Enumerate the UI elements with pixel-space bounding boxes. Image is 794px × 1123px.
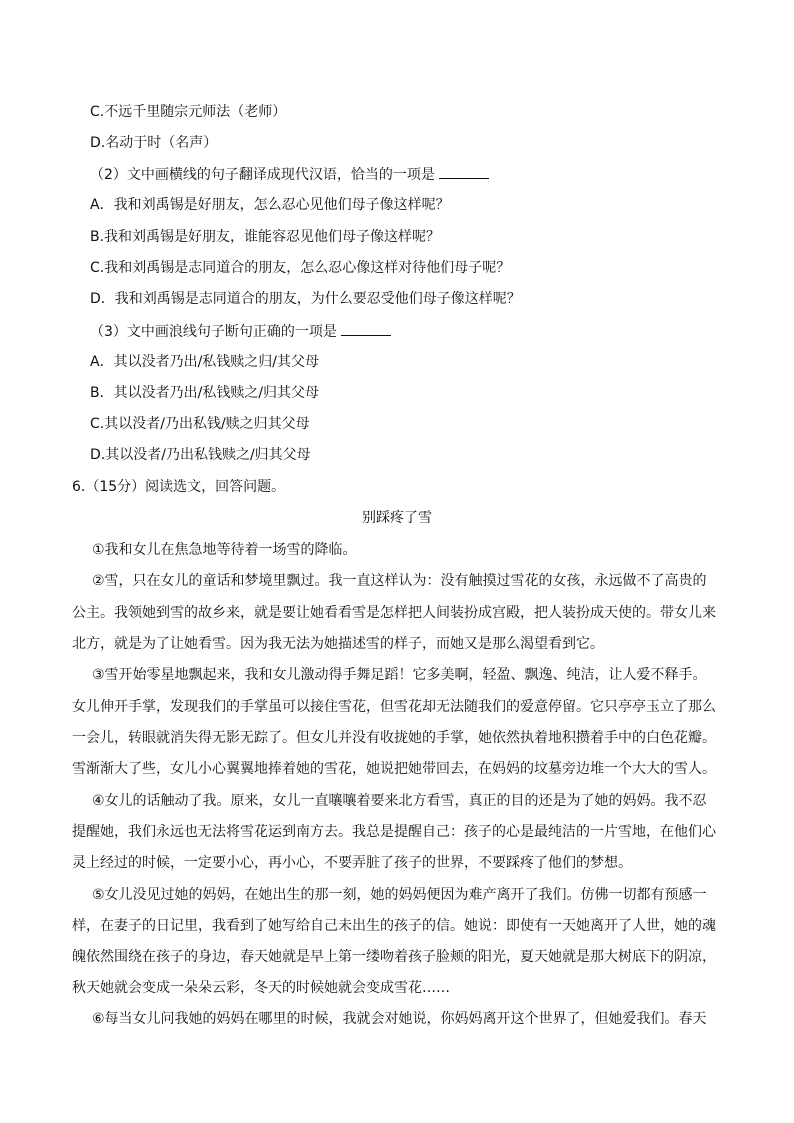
passage-line: 样，在妻子的日记里，我看到了她写给自己未出生的孩子的信。她说：即使有一天她离开了人世，她的魂: [72, 918, 716, 934]
q3-option-d: D.其以没者/乃出私钱赎之/归其父母: [90, 447, 311, 463]
passage-line: 公主。我领她到雪的故乡来，就是要让她看看雪是怎样把人间装扮成宫殿，把人装扮成天使的。带女儿来: [72, 605, 716, 621]
passage-line: 北方，就是为了让她看雪。因为我无法为她描述雪的样子，而她又是那么渴望看到它。: [72, 636, 604, 652]
passage-title: 别踩疼了雪: [362, 510, 432, 526]
q3-option-a: A．其以没者乃出/私钱赎之归/其父母: [90, 354, 320, 370]
passage-line: ⑥每当女儿问我她的妈妈在哪里的时候，我就会对她说，你妈妈离开这个世界了，但她爱我们。春天: [92, 1011, 707, 1027]
q2-option-b: B.我和刘禹锡是好朋友，谁能容忍见他们母子像这样呢？: [90, 229, 441, 245]
passage-line: 女儿伸开手掌，发现我们的手掌虽可以接住雪花，但雪花却无法随我们的爱意停留。它只亭亭玉立了那么: [72, 699, 716, 715]
q2-option-c: C.我和刘禹锡是志同道合的朋友，怎么忍心像这样对待他们母子呢？: [90, 260, 511, 276]
passage-line: ②雪，只在女儿的童话和梦境里飘过。我一直这样认为：没有触摸过雪花的女孩，永远做不了高贵的: [92, 573, 707, 589]
q6-header: 6.（15分）阅读选文，回答问题。: [72, 479, 286, 495]
passage-line: ①我和女儿在焦急地等待着一场雪的降临。: [92, 542, 357, 558]
passage-line: 秋天她就会变成一朵朵云彩，冬天的时候她就会变成雪花……: [72, 980, 450, 996]
q3-prompt-text: （3）文中画浪线句子断句正确的一项是: [90, 324, 337, 340]
passage-line: 灵上经过的时候，一定要小心，再小心，不要弄脏了孩子的世界，不要踩疼了他们的梦想。: [72, 855, 632, 871]
q2-option-a: A．我和刘禹锡是好朋友，怎么忍心见他们母子像这样呢？: [90, 197, 450, 213]
answer-blank: [341, 321, 391, 336]
answer-blank: [439, 164, 489, 179]
q1-option-c: C.不远千里随宗元师法（老师）: [90, 104, 287, 120]
passage-line: ③雪开始零星地飘起来，我和女儿激动得手舞足蹈！它多美啊，轻盈、飘逸、纯洁，让人爱不释手。: [92, 667, 707, 683]
q3-option-c: C.其以没者/乃出私钱/赎之归其父母: [90, 416, 310, 432]
q2-prompt: [90, 164, 489, 185]
passage-line: 雪渐渐大了些，女儿小心翼翼地捧着她的雪花，她说把她带回去，在妈妈的坟墓旁边堆一个大大的雪人。: [72, 761, 716, 777]
q2-prompt-text: （2）文中画横线的句子翻译成现代汉语，恰当的一项是: [90, 167, 435, 183]
passage-line: 魄依然围绕在孩子的身边，春天她就是早上第一缕吻着孩子脸颊的阳光，夏天她就是那大树底下的阴凉，: [72, 949, 716, 965]
passage-line: ⑤女儿没见过她的妈妈，在她出生的那一刻，她的妈妈便因为难产离开了我们。仿佛一切都有预感一: [92, 887, 707, 903]
q2-option-d: D．我和刘禹锡是志同道合的朋友，为什么要忍受他们母子像这样呢？: [90, 291, 521, 307]
passage-line: 一会儿，转眼就消失得无影无踪了。但女儿并没有收拢她的手掌，她依然执着地积攒着手中的白色花瓣。: [72, 730, 716, 746]
q1-option-d: D.名动于时（名声）: [90, 135, 218, 151]
passage-line: 提醒她，我们永远也无法将雪花运到南方去。我总是提醒自己：孩子的心是最纯洁的一片雪地，在他们心: [72, 824, 716, 840]
q3-option-b: B．其以没者乃出/私钱赎之/归其父母: [90, 385, 320, 401]
q3-prompt: [90, 321, 391, 342]
passage-line: ④女儿的话触动了我。原来，女儿一直嚷嚷着要来北方看雪，真正的目的还是为了她的妈妈。我不忍: [92, 793, 707, 809]
